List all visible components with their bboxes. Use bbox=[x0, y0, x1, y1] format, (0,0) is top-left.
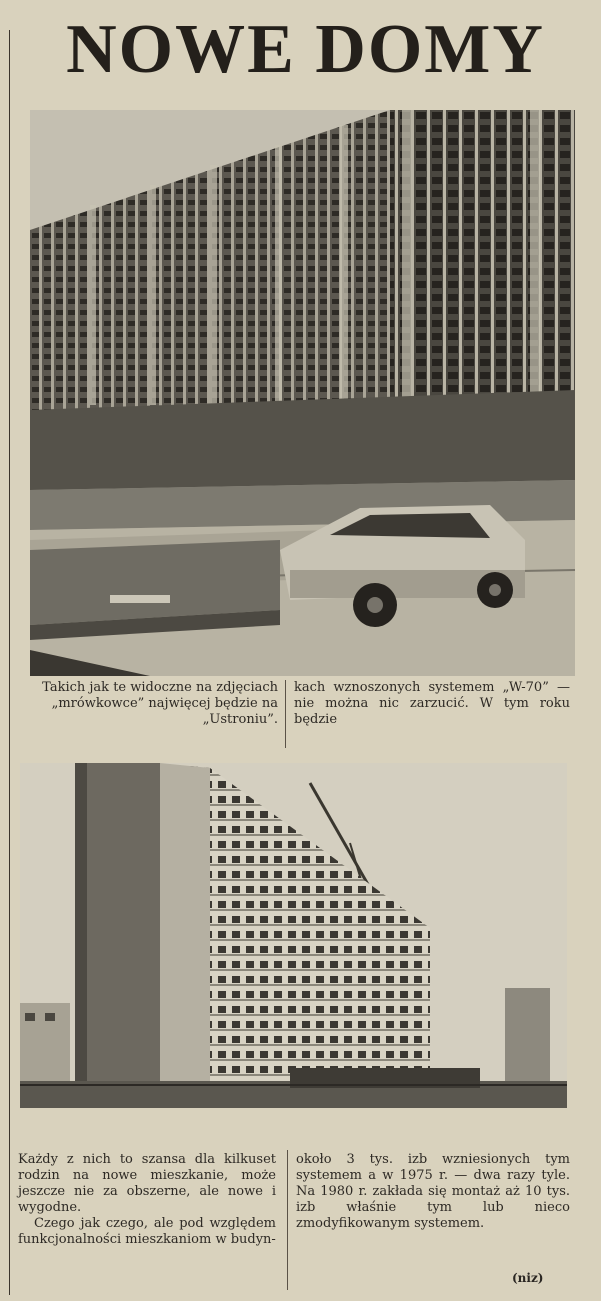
photo-apartment-blocks-with-car bbox=[30, 110, 575, 676]
author-signature: (niz) bbox=[512, 1271, 544, 1285]
caption-top-right bbox=[294, 680, 570, 728]
caption-top-left bbox=[32, 680, 278, 728]
caption-bottom-right bbox=[296, 1152, 570, 1232]
headline: NOWE DOMY bbox=[66, 11, 545, 88]
caption-bottom-left-p2: Czego jak czego, ale pod względem funkcjonalności mieszkaniom w budyn- bbox=[18, 1216, 276, 1247]
caption-top-right-text: kach wznoszonych systemem „W-70” — nie można nic zarzucić. W tym roku będzie bbox=[294, 680, 570, 727]
caption-top-left-text: Takich jak te widoczne na zdjęciach „mrówkowce” najwięcej będzie na „Ustroniu”. bbox=[42, 680, 278, 727]
caption-bottom-left-p1: Każdy z nich to szansa dla kilkuset rodzin na nowe mieszkanie, może jeszcze nie za obszerne, ale nowe i wygodne. bbox=[18, 1152, 276, 1215]
left-column-rule bbox=[9, 30, 10, 1295]
photo-tall-apartment-block bbox=[20, 763, 567, 1108]
column-rule-bottom bbox=[287, 1150, 288, 1290]
caption-bottom-right-text: około 3 tys. izb wzniesionych tym systemem a w 1975 r. — dwa razy tyle. Na 1980 r. zakłada się montaż aż 10 tys. izb właśnie tym lub nieco zmodyfikowanym systemem. bbox=[296, 1152, 570, 1231]
caption-bottom-left bbox=[18, 1152, 276, 1248]
column-rule-top bbox=[285, 680, 286, 748]
